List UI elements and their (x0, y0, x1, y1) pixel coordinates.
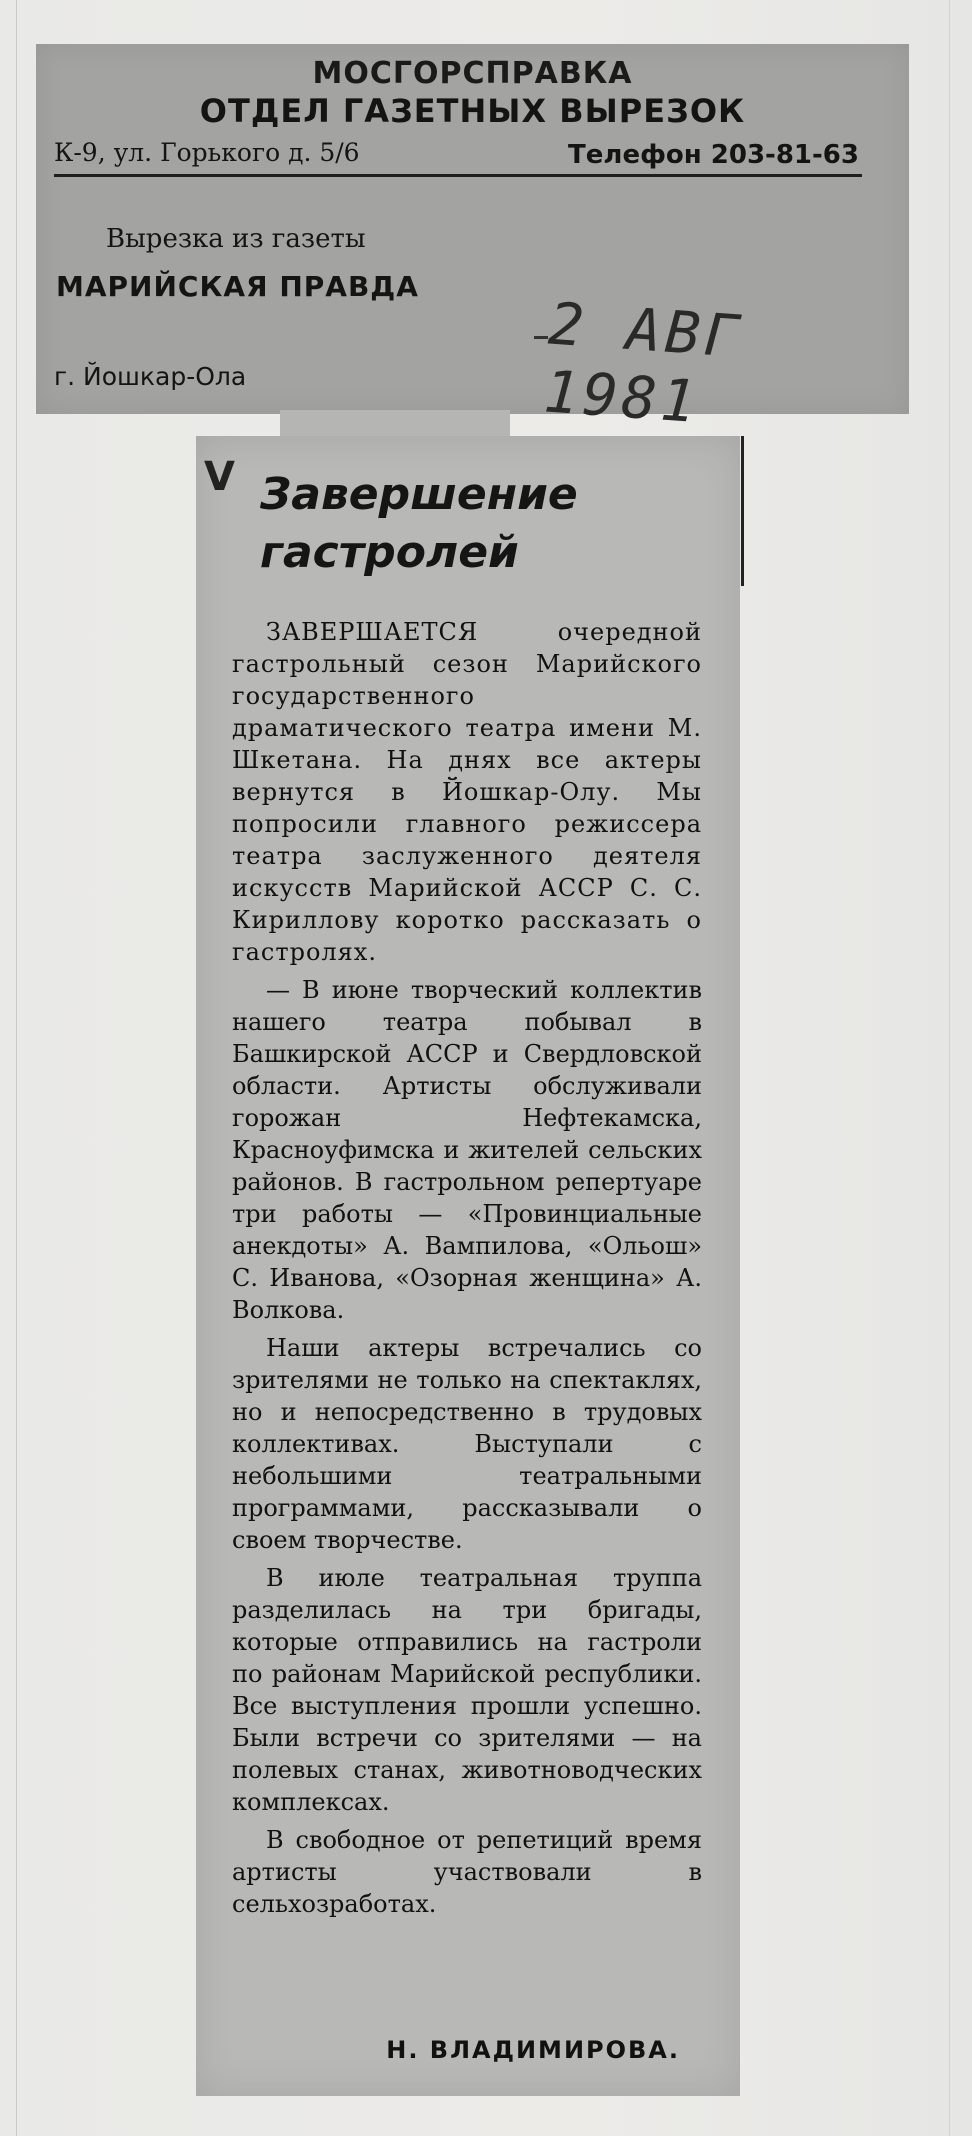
handwritten-date: 2 АВГ 1981 (541, 289, 746, 437)
header-divider (54, 174, 862, 177)
corner-check-mark: V (204, 454, 235, 500)
date-dash-mark (534, 336, 548, 339)
article-paragraph: В июле театральная труппа разделилась на три бригады, которые отправились на гастроли по районам Марийской республики. Все выступления прошли успешно. Были встречи со зрителями — на полевых станах, животноводческих комплексах. (232, 1564, 702, 1816)
department-name: ОТДЕЛ ГАЗЕТНЫХ ВЫРЕЗОК (199, 92, 746, 130)
column-rule (741, 436, 744, 586)
city-text: г. Йошкар-Ола (54, 362, 247, 391)
article-headline (260, 466, 700, 582)
article-paragraph: Наши актеры встречались со зрителями не только на спектаклях, но и непосредственно в трудовых коллективах. Выступали с небольшими театральными программами, рассказывали о своем творчестве. (232, 1334, 702, 1554)
article-paragraph: ЗАВЕРШАЕТСЯ очередной гастрольный сезон Марийского государственного драматического театра имени М. Шкетана. На днях все актеры вернутся в Йошкар-Олу. Мы попросили главного режиссера театра заслуженного деятеля искусств Марийской АССР С. С. Кириллову коротко рассказать о гастролях. (232, 618, 702, 966)
organization-name: МОСГОРСПРАВКА (312, 56, 633, 91)
author-signature: Н. ВЛАДИМИРОВА. (386, 2036, 680, 2064)
headline-line-1: Завершение (260, 469, 578, 520)
phone-text: Телефон 203-81-63 (568, 140, 859, 170)
page-right-edge (949, 0, 950, 2136)
address-text: К-9, ул. Горького д. 5/6 (54, 138, 360, 167)
article-paragraph: — В июне творческий коллектив нашего театра побывал в Башкирской АССР и Свердловской области. Артисты обслуживали горожан Нефтекамска, Красноуфимска и жителей сельских районов. В гастрольном репертуаре три работы — «Провинциальные анекдоты» А. Вампилова, «Ольош» С. Иванова, «Озорная женщина» А. Волкова. (232, 976, 702, 1324)
clip-source-label: Вырезка из газеты (106, 224, 366, 254)
article-paragraph: В свободное от репетиций время артисты участвовали в сельхозработах. (232, 1826, 702, 1918)
newspaper-clipping (196, 436, 740, 2096)
article-body (232, 616, 702, 1920)
page-left-edge (16, 0, 17, 2136)
headline-line-2: гастролей (260, 527, 519, 578)
clipping-service-label (36, 44, 909, 437)
newspaper-name: МАРИЙСКАЯ ПРАВДА (56, 270, 419, 303)
